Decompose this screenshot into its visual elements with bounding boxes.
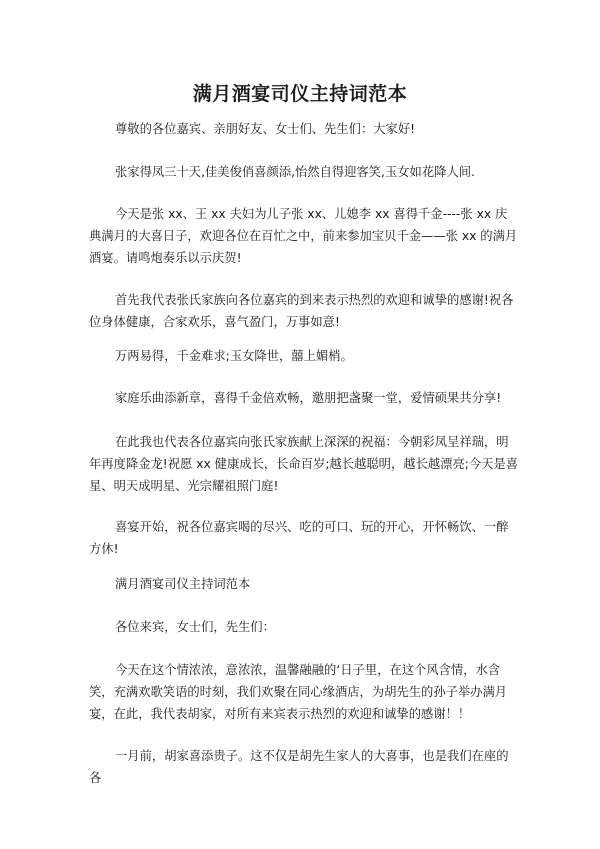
guest-blessing-paragraph: 在此我也代表各位嘉宾向张氏家族献上深深的祝福：今朝彩凤呈祥瑞，明年再度降金龙!祝愿 xx 健康成长，长命百岁;越长越聪明，越长越漂亮;今天是喜星、明天成明星、光宗耀祖照门庭!	[89, 435, 519, 493]
document-title: 满月酒宴司仪主持词范本	[192, 83, 408, 105]
family-joy-paragraph: 家庭乐曲添新章，喜得千金倍欢畅，邀朋把盏聚一堂，爱情硕果共分享!	[115, 391, 502, 405]
greeting-paragraph: 尊敬的各位嘉宾、亲朋好友、女士们、先生们：大家好!	[115, 122, 416, 136]
celebration-paragraph: 今天是张 xx、王 xx 夫妇为儿子张 xx、儿媳李 xx 喜得千金----张 xx 庆典满月的大喜日子，欢迎各位在百忙之中，前来参加宝贝千金——张 xx 的满月酒宴。请鸣炮奏乐以示庆贺!	[89, 207, 518, 265]
blessing-verse-paragraph: 万两易得，千金难求;玉女降世，囍上媚梢。	[115, 349, 353, 363]
address-paragraph: 各位来宾，女士们，先生们：	[115, 620, 275, 634]
opening-paragraph: 今天在这个情浓浓，意浓浓，温馨融融的‘日子里，在这个风含情，水含笑，充满欢歌笑语的时刻，我们欢聚在同心缘酒店，为胡先生的孙子举办满月宴，在此，我代表胡家，对所有来宾表示热烈的欢迎和诚挚的感谢！！	[89, 663, 508, 721]
section-subtitle: 满月酒宴司仪主持词范本	[115, 577, 251, 591]
banquet-start-paragraph: 喜宴开始，祝各位嘉宾喝的尽兴、吃的可口、玩的开心，开怀畅饮、一醉方休!	[89, 520, 509, 556]
announcement-paragraph: 一月前，胡家喜添贵子。这不仅是胡先生家人的大喜事，也是我们在座的各	[89, 749, 509, 785]
poem-paragraph: 张家得凤三十天,佳美俊俏喜颜添,怡然自得迎客笑,玉女如花降人间.	[115, 165, 475, 179]
welcome-thanks-paragraph: 首先我代表张氏家族向各位嘉宾的到来表示热烈的欢迎和诚挚的感谢!祝各位身体健康，合家欢乐，喜气盈门，万事如意!	[89, 293, 514, 329]
